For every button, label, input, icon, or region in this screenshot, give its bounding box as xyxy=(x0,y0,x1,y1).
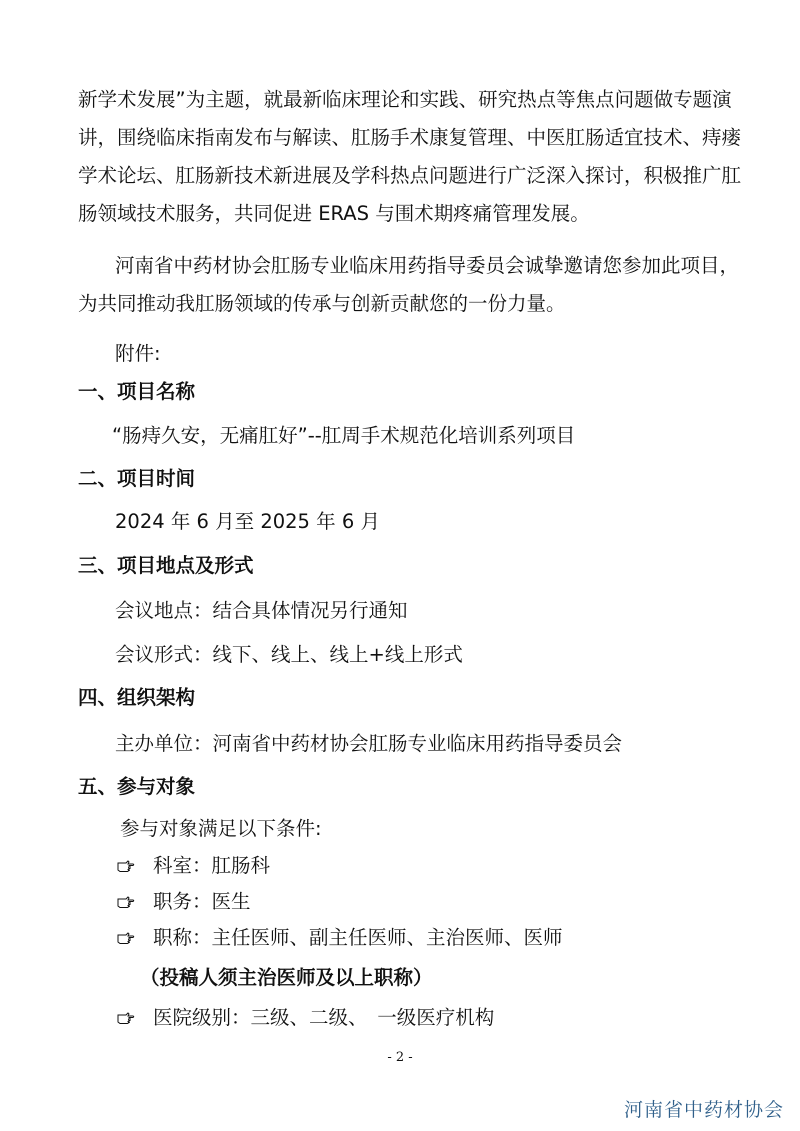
project-time: 2024 年 6 月至 2025 年 6 月 xyxy=(115,510,380,533)
title-requirement-note: （投稿人须主治医师及以上职称） xyxy=(140,966,433,989)
list-item xyxy=(117,852,767,880)
list-item xyxy=(117,924,767,952)
section-4-title: 四、组织架构 xyxy=(78,686,196,709)
page-number: - 2 - xyxy=(387,1050,413,1065)
body-line-3: 学术论坛、肛肠新技术新进展及学科热点问题进行广泛深入探讨，积极推广肛 xyxy=(78,164,742,187)
list-item-text: 医院级别：三级、二级、 一级医疗机构 xyxy=(153,1006,495,1029)
list-item xyxy=(117,888,767,916)
list-item xyxy=(117,1004,767,1032)
invite-line-1: 河南省中药材协会肛肠专业临床用药指导委员会诚挚邀请您参加此项目， xyxy=(115,254,740,277)
pointing-hand-icon xyxy=(117,859,135,873)
section-2-title: 二、项目时间 xyxy=(78,467,196,490)
list-item-text: 职务：医生 xyxy=(153,890,251,913)
meeting-form: 会议形式：线下、线上、线上+线上形式 xyxy=(115,643,463,666)
project-name: “肠痔久安，无痛肛好”--肛周手术规范化培训系列项目 xyxy=(112,424,576,447)
meeting-place: 会议地点：结合具体情况另行通知 xyxy=(115,599,408,622)
footer-organization: 河南省中药材协会 xyxy=(623,1099,784,1121)
participants-intro: 参与对象满足以下条件: xyxy=(120,817,322,840)
pointing-hand-icon xyxy=(117,1011,135,1025)
body-line-1: 新学术发展”为主题，就最新临床理论和实践、研究热点等焦点问题做专题演 xyxy=(78,88,732,111)
list-item-text: 科室：肛肠科 xyxy=(153,854,271,877)
organizer: 主办单位：河南省中药材协会肛肠专业临床用药指导委员会 xyxy=(115,732,623,755)
invite-line-2: 为共同推动我肛肠领域的传承与创新贡献您的一份力量。 xyxy=(78,292,566,315)
section-3-title: 三、项目地点及形式 xyxy=(78,554,254,577)
body-line-2: 讲，围绕临床指南发布与解读、肛肠手术康复管理、中医肛肠适宜技术、痔瘘 xyxy=(78,126,742,149)
attachment-label: 附件: xyxy=(115,342,161,365)
section-1-title: 一、项目名称 xyxy=(78,380,196,403)
body-line-4: 肠领域技术服务，共同促进 ERAS 与围术期疼痛管理发展。 xyxy=(78,202,590,225)
section-5-title: 五、参与对象 xyxy=(78,775,196,798)
pointing-hand-icon xyxy=(117,895,135,909)
pointing-hand-icon xyxy=(117,931,135,945)
list-item-text: 职称：主任医师、副主任医师、主治医师、医师 xyxy=(153,926,563,949)
